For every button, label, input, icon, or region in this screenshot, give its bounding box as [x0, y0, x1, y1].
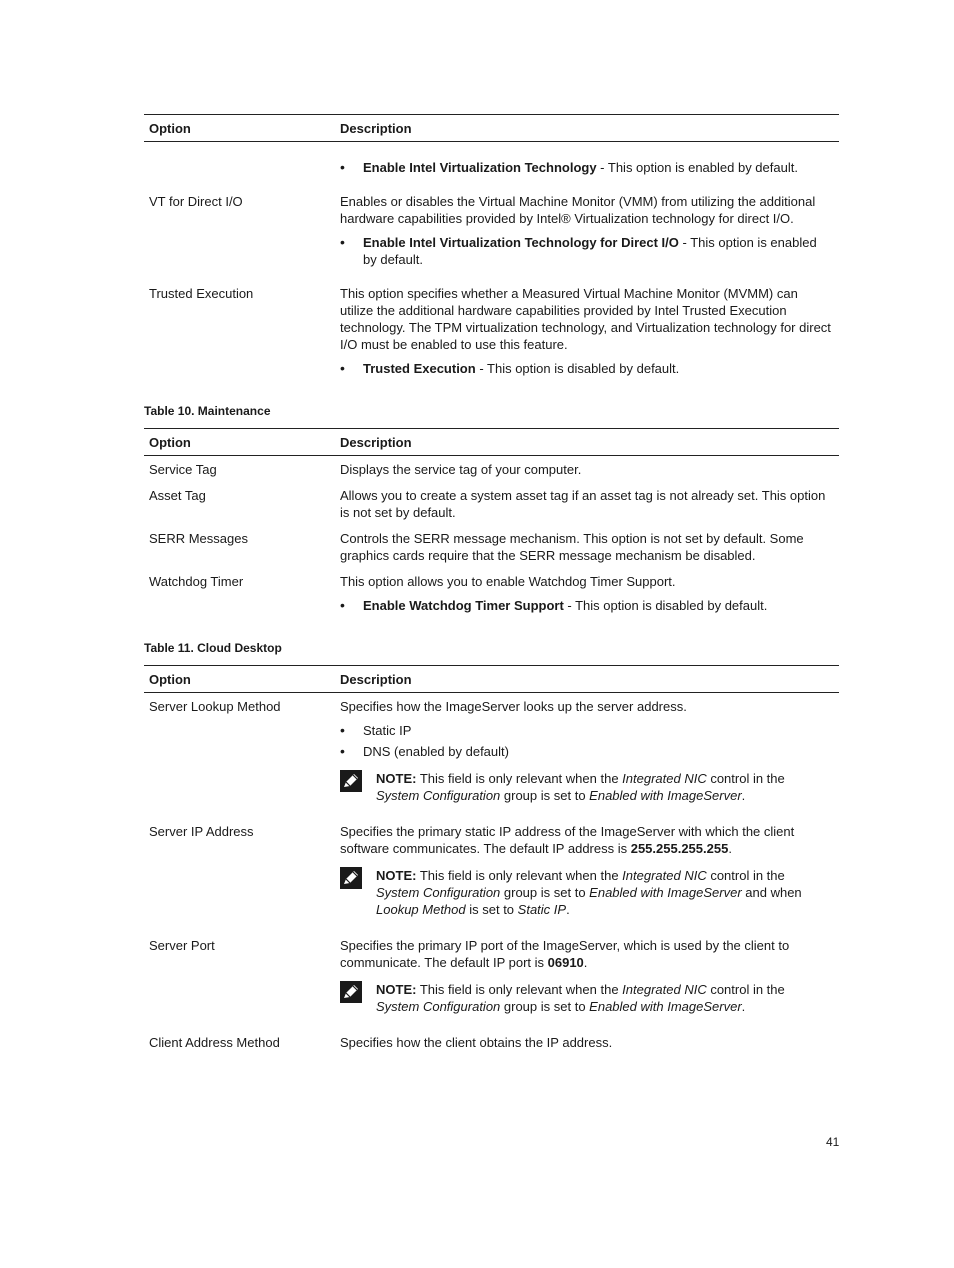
table-row — [144, 932, 839, 1029]
page-number: 41 — [826, 1135, 840, 1149]
header-description: Description — [335, 115, 839, 142]
bullet-list — [340, 722, 831, 760]
option-description: Displays the service tag of your computer. — [340, 462, 582, 477]
option-description: Allows you to create a system asset tag if an asset tag is not already set. This option is not set by default. — [340, 488, 826, 520]
option-name: Watchdog Timer — [149, 574, 244, 589]
option-name: SERR Messages — [149, 531, 248, 546]
table-row — [144, 1029, 839, 1055]
option-description: Specifies the primary IP port of the ImageServer, which is used by the client to communicate. The default IP port is 06910. — [340, 938, 790, 970]
note-pencil-icon — [340, 867, 376, 918]
table-row — [144, 456, 839, 483]
option-name: Server Port — [149, 938, 215, 953]
bullet-list — [340, 360, 831, 377]
option-description: Specifies how the ImageServer looks up the server address. — [340, 699, 687, 714]
page-content — [144, 114, 839, 1055]
option-name: Asset Tag — [149, 488, 206, 503]
header-description: Description — [335, 429, 839, 456]
note — [340, 981, 831, 1015]
note-pencil-icon — [340, 981, 376, 1015]
option-description: Controls the SERR message mechanism. This option is not set by default. Some graphics cards require that the SERR message mechanism be disabled. — [340, 531, 804, 563]
table-row — [144, 188, 839, 280]
table-row — [144, 280, 839, 389]
bullet-list — [340, 159, 831, 176]
option-description: Specifies the primary static IP address of the ImageServer with which the client software communicates. The default IP address is 255.255.255.255. — [340, 824, 795, 856]
note — [340, 770, 831, 804]
table-caption: Table 10. Maintenance — [144, 404, 271, 418]
note-text: NOTE: This field is only relevant when the Integrated NIC control in the System Configuration group is set to Enabled with ImageServer and when Lookup Method is set to Static IP. — [376, 868, 802, 917]
header-option: Option — [144, 115, 335, 142]
option-description: This option specifies whether a Measured Virtual Machine Monitor (MVMM) can utilize the additional hardware capabilities provided by Intel Trusted Execution technology. The TPM virtualization technology, and Virtualization technology for direct I/O must be enabled to use this feature. — [340, 286, 831, 352]
table-row — [144, 818, 839, 932]
list-item: • Enable Intel Virtualization Technology - This option is enabled by default. — [340, 159, 831, 176]
option-description: This option allows you to enable Watchdog Timer Support. — [340, 574, 676, 589]
option-name: Server Lookup Method — [149, 699, 281, 714]
table-cloud-desktop — [144, 665, 839, 1055]
header-option: Option — [144, 429, 335, 456]
table-row — [144, 525, 839, 568]
table-row — [144, 693, 839, 819]
list-item: • Enable Intel Virtualization Technology for Direct I/O - This option is enabled by default. — [340, 234, 831, 268]
option-name: Client Address Method — [149, 1035, 280, 1050]
list-item: • Static IP — [340, 722, 831, 739]
table-maintenance — [144, 428, 839, 626]
table-row — [144, 568, 839, 626]
option-name: VT for Direct I/O — [149, 194, 243, 209]
table-virtualization — [144, 114, 839, 389]
bullet-list — [340, 234, 831, 268]
note-pencil-icon — [340, 770, 376, 804]
header-option: Option — [144, 666, 335, 693]
note-text: NOTE: This field is only relevant when the Integrated NIC control in the System Configuration group is set to Enabled with ImageServer. — [376, 771, 785, 803]
table-caption: Table 11. Cloud Desktop — [144, 641, 282, 655]
option-name: Service Tag — [149, 462, 217, 477]
option-name: Trusted Execution — [149, 286, 254, 301]
note-text: NOTE: This field is only relevant when the Integrated NIC control in the System Configuration group is set to Enabled with ImageServer. — [376, 982, 785, 1014]
list-item: • Enable Watchdog Timer Support - This option is disabled by default. — [340, 597, 831, 614]
bullet-list — [340, 597, 831, 614]
header-description: Description — [335, 666, 839, 693]
option-name: Server IP Address — [149, 824, 254, 839]
list-item: • DNS (enabled by default) — [340, 743, 831, 760]
table-row — [144, 148, 839, 188]
list-item: • Trusted Execution - This option is disabled by default. — [340, 360, 831, 377]
option-description: Specifies how the client obtains the IP address. — [340, 1035, 613, 1050]
note — [340, 867, 831, 918]
option-description: Enables or disables the Virtual Machine Monitor (VMM) from utilizing the additional hardware capabilities provided by Intel® Virtualization technology for direct I/O. — [340, 194, 816, 226]
table-row — [144, 482, 839, 525]
